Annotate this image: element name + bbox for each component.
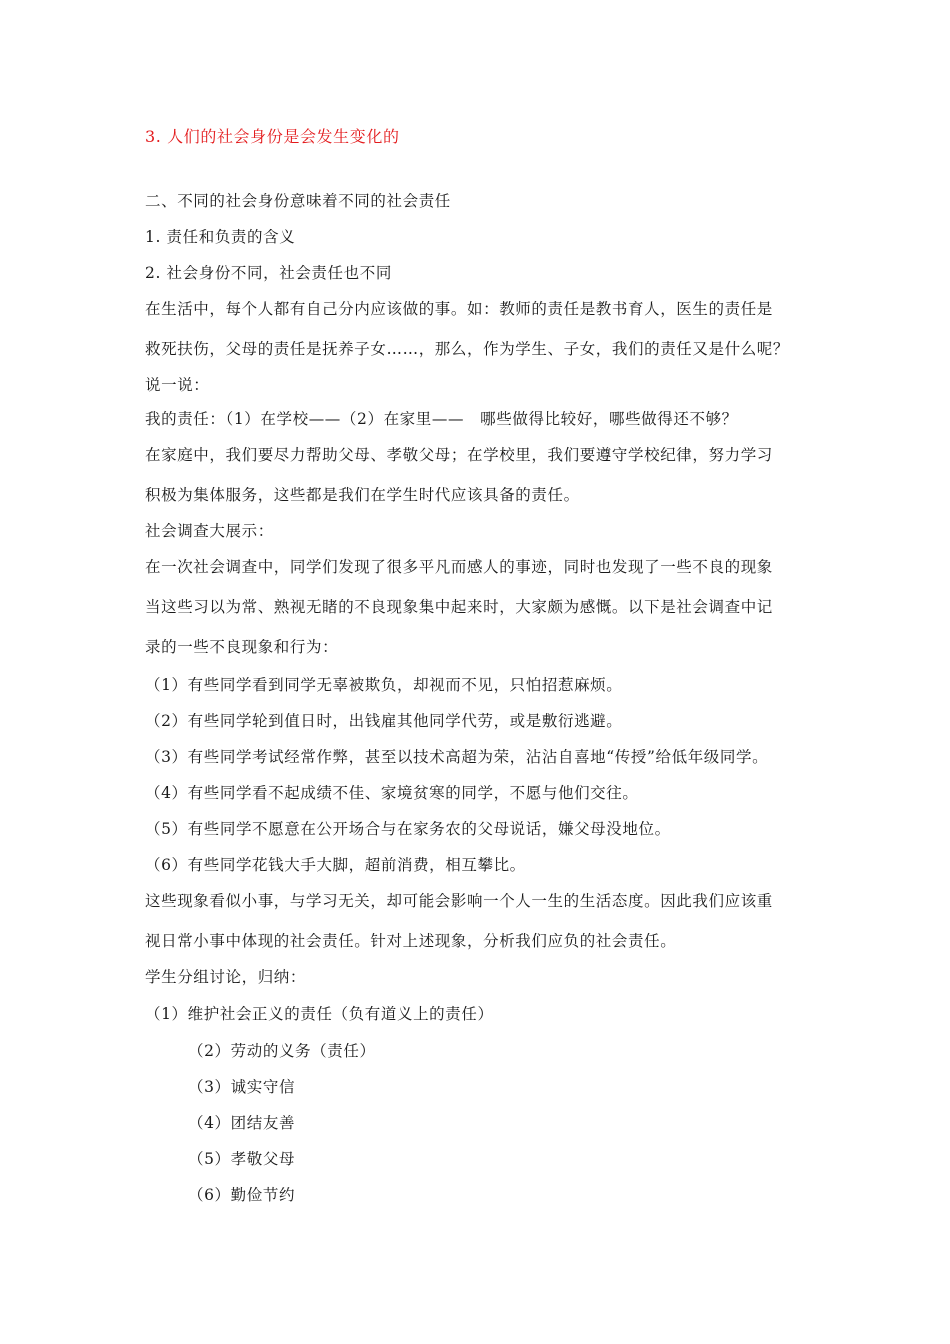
section-title: 二、不同的社会身份意味着不同的社会责任 — [145, 192, 451, 210]
red-heading: 3. 人们的社会身份是会发生变化的 — [145, 127, 400, 146]
summary-item-3: （3）诚实守信 — [188, 1078, 296, 1096]
bad-item-6: （6）有些同学花钱大手大脚，超前消费，相互攀比。 — [145, 856, 526, 874]
bad-item-2: （2）有些同学轮到值日时，出钱雇其他同学代劳，或是敷衍逃避。 — [145, 712, 623, 730]
item-1: 1. 责任和负责的含义 — [145, 228, 296, 246]
speak-label: 说一说： — [145, 376, 210, 394]
summary-item-1: （1）维护社会正义的责任（负有道义上的责任） — [145, 1005, 494, 1023]
bad-item-4: （4）有些同学看不起成绩不佳、家境贫寒的同学，不愿与他们交往。 — [145, 784, 639, 802]
bad-item-1: （1）有些同学看到同学无辜被欺负，却视而不见，只怕招惹麻烦。 — [145, 676, 623, 694]
para4-line-2: 视日常小事中体现的社会责任。针对上述现象，分析我们应负的社会责任。 — [145, 932, 677, 950]
para1-line-2: 救死扶伤，父母的责任是抚养子女……，那么，作为学生、子女，我们的责任又是什么呢？ — [145, 340, 790, 358]
para3-line-3: 录的一些不良现象和行为： — [145, 638, 339, 656]
summary-item-4: （4）团结友善 — [188, 1114, 296, 1132]
para3-line-2: 当这些习以为常、熟视无睹的不良现象集中起来时，大家颇为感慨。以下是社会调查中记 — [145, 598, 773, 616]
para2-line-2: 积极为集体服务，这些都是我们在学生时代应该具备的责任。 — [145, 486, 580, 504]
summary-item-6: （6）勤俭节约 — [188, 1186, 296, 1204]
summary-item-5: （5）孝敬父母 — [188, 1150, 296, 1168]
para4-line-1: 这些现象看似小事，与学习无关，却可能会影响一个人一生的生活态度。因此我们应该重 — [145, 892, 773, 910]
bad-item-3: （3）有些同学考试经常作弊，甚至以技术高超为荣，沾沾自喜地“传授”给低年级同学。 — [145, 748, 769, 766]
my-duty: 我的责任：（1）在学校——（2）在家里—— 哪些做得比较好，哪些做得还不够？ — [145, 410, 738, 428]
survey-title: 社会调查大展示： — [145, 522, 274, 540]
item-2: 2. 社会身份不同，社会责任也不同 — [145, 264, 392, 282]
bad-item-5: （5）有些同学不愿意在公开场合与在家务农的父母说话，嫌父母没地位。 — [145, 820, 671, 838]
discuss-title: 学生分组讨论，归纳： — [145, 968, 307, 986]
para1-line-1: 在生活中，每个人都有自己分内应该做的事。如：教师的责任是教书育人，医生的责任是 — [145, 300, 773, 318]
summary-item-2: （2）劳动的义务（责任） — [188, 1042, 376, 1060]
para3-line-1: 在一次社会调查中，同学们发现了很多平凡而感人的事迹，同时也发现了一些不良的现象 — [145, 558, 773, 576]
para2-line-1: 在家庭中，我们要尽力帮助父母、孝敬父母；在学校里，我们要遵守学校纪律，努力学习 — [145, 446, 773, 464]
